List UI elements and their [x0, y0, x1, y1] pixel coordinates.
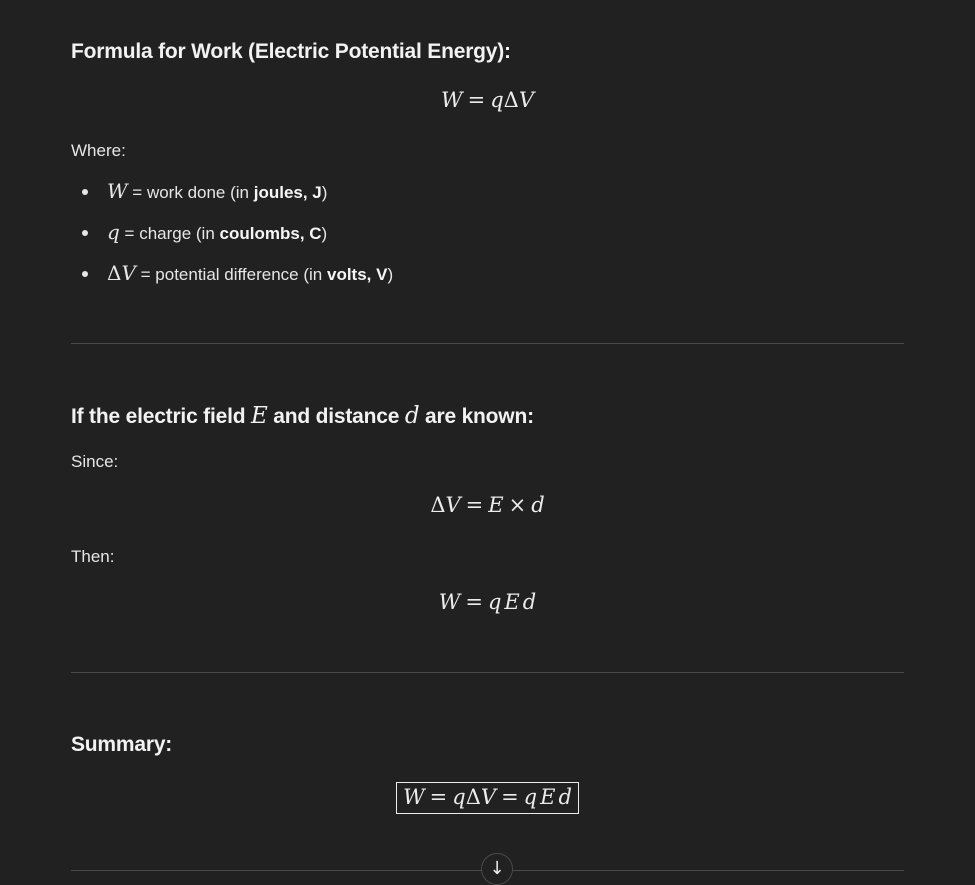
list-item-text: = charge (in [124, 224, 220, 243]
formula-var-d: d [522, 590, 537, 614]
bullet-icon [82, 271, 88, 277]
list-item-unit: joules, J [253, 183, 322, 202]
heading-var-e: E [251, 403, 268, 429]
heading-field-distance: If the electric field E and distance d are known: [71, 403, 534, 429]
scroll-to-bottom-button[interactable] [481, 853, 513, 885]
then-label: Then: [71, 547, 115, 566]
list-item-variable: ΔV [107, 261, 136, 285]
formula-work-potential [71, 88, 904, 112]
formula-var-w: W [441, 88, 463, 112]
list-item-unit: coulombs, C [219, 224, 322, 243]
list-item-variable: q [107, 220, 120, 244]
formula-var-w: W [438, 590, 461, 614]
arrow-down-icon: ↓ [489, 858, 505, 879]
where-label: Where: [71, 141, 126, 160]
formula-summary [71, 782, 904, 814]
formula-delta: Δ [430, 493, 446, 517]
list-item-unit: volts, V [326, 265, 388, 284]
heading-work-formula: Formula for Work (Electric Potential Energy): [71, 40, 511, 63]
list-item: W = work done (in joules, J) [71, 172, 393, 213]
formula-var-v: V [445, 493, 461, 517]
list-item-variable: W [107, 179, 128, 203]
formula-var-v: V [518, 88, 534, 112]
heading-summary: Summary: [71, 733, 173, 756]
formula-equals: = [465, 493, 484, 517]
formula-delta: Δ [503, 88, 519, 112]
list-item: ΔV = potential difference (in volts, V) [71, 254, 393, 295]
formula-var-q: q [487, 590, 502, 614]
formula-potential-difference [71, 493, 904, 517]
heading-var-d: d [404, 403, 420, 429]
list-item: q = charge (in coulombs, C) [71, 213, 393, 254]
variable-list [71, 172, 393, 295]
formula-var-e: E [504, 590, 520, 614]
list-item-text: = work done (in [132, 183, 254, 202]
formula-work-field [71, 590, 904, 614]
since-label: Since: [71, 452, 119, 471]
formula-times: × [508, 493, 527, 517]
bullet-icon [82, 230, 88, 236]
bullet-icon [82, 189, 88, 195]
formula-equals: = [467, 88, 486, 112]
formula-var-d: d [531, 493, 545, 517]
section-divider [71, 672, 904, 673]
section-divider [71, 343, 904, 344]
list-item-text: = potential difference (in [140, 265, 327, 284]
formula-var-q: q [490, 88, 504, 112]
formula-var-e: E [488, 493, 504, 517]
formula-equals: = [465, 590, 483, 614]
summary-box: W = qΔV = q E d [396, 782, 579, 814]
